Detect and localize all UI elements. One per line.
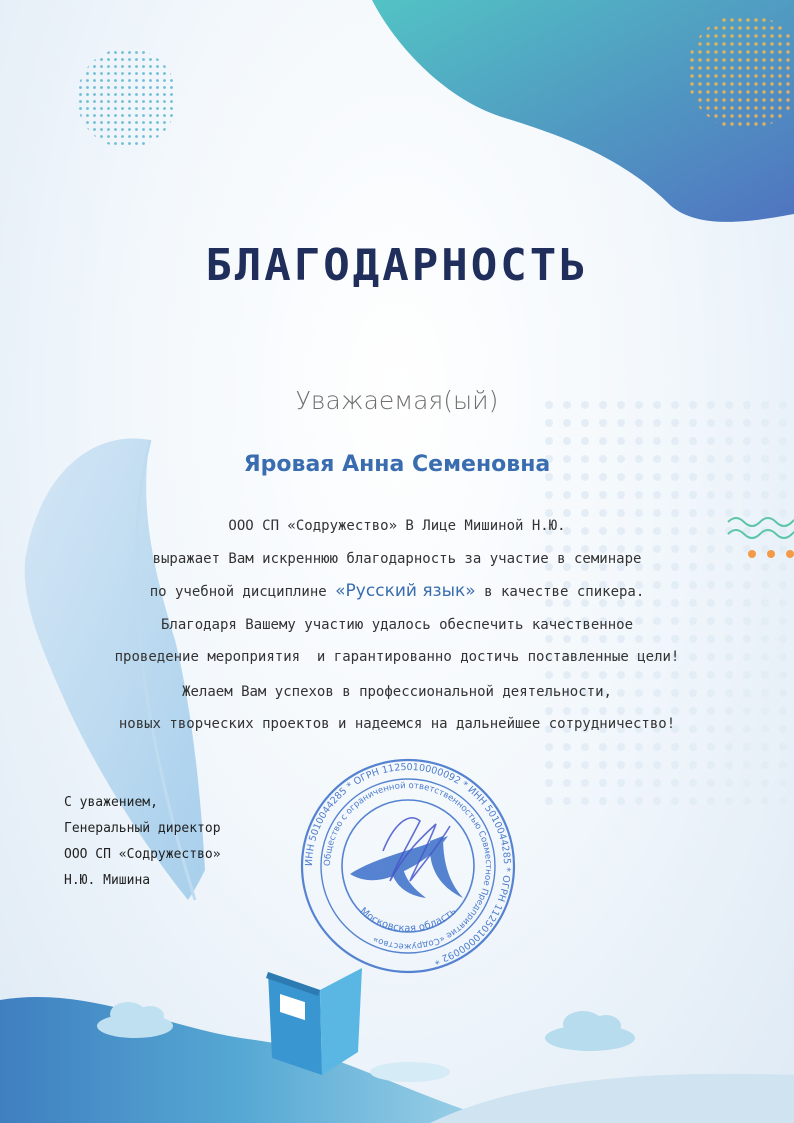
bottom-wave [0,997,490,1123]
cloud-right [545,1011,635,1051]
company-stamp [298,756,518,976]
signature-name: Н.Ю. Мишина [64,873,151,888]
body-line-3 [30,575,764,609]
body-line-5: проведение мероприятия и гарантированно достичь поставленные цели! [114,649,680,665]
wishes-line-1: Желаем Вам успехов в профессиональной деятельности, [182,684,612,700]
page-title: БЛАГОДАРНОСТЬ [205,240,589,291]
signature-position: Генеральный директор [64,821,221,836]
subject-name: «Русский язык» [335,581,476,601]
teal-dot-circle [77,48,177,148]
wishes-line-2: новых творческих проектов и надеемся на дальнейшее сотрудничество! [118,716,676,732]
body-line-3-prefix: по учебной дисциплине [149,584,336,600]
body-text [30,510,764,674]
body-line-2: выражает Вам искреннюю благодарность за участие в семинаре [152,550,642,567]
signature-block [64,790,221,894]
stamp-outer-text: ИНН 5010044285 * ОГРН 1125010000092 * ИНН 5010044285 * ОГРН 1125010000092 * [303,761,513,967]
signature-regards: С уважением, [64,795,158,810]
wishes-text [30,676,764,740]
stamp-region-text: Московская область [357,905,459,935]
cloud-bottom [370,1062,450,1082]
body-line-1: ООО СП «Содружество» В Лице Мишиной Н.Ю. [228,518,566,534]
bottom-wave-light [430,1074,794,1123]
salutation: Уважаемая(ый) [295,386,499,415]
stamp-inner-text: Общество с ограниченной ответственностью Совместное Предприятие «Содружество» [322,780,494,952]
book-illustration [266,968,362,1075]
body-line-3-suffix: в качестве спикера. [475,584,645,600]
body-line-4: Благодаря Вашему участию удалось обеспечить качественное [160,616,633,633]
signature-company: ООО СП «Содружество» [64,847,221,862]
recipient-name: Яровая Анна Семеновна [243,452,551,477]
